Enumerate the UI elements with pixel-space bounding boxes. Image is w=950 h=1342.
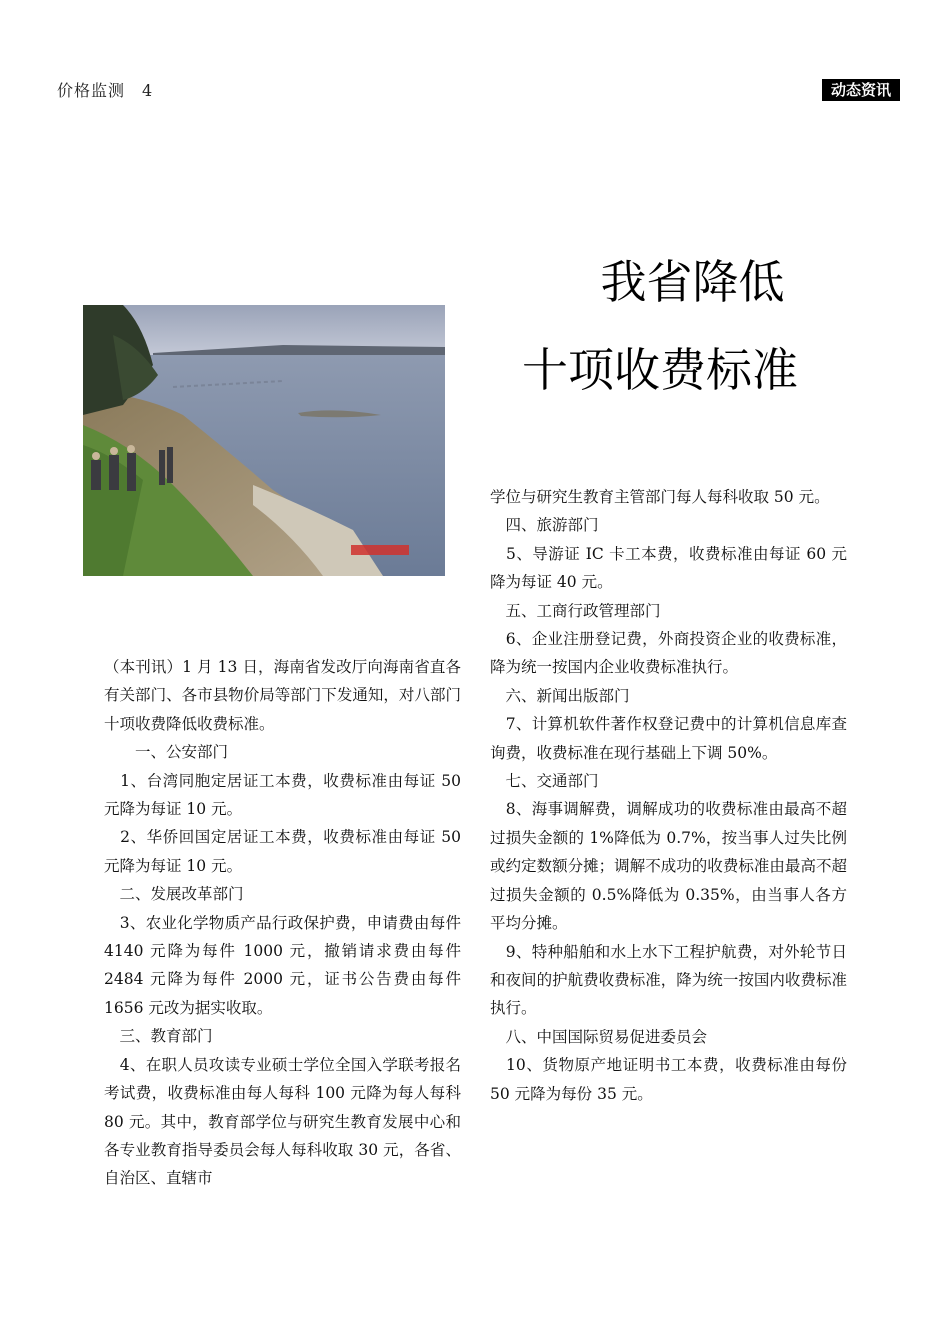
section-heading: 七、交通部门: [490, 772, 599, 791]
paragraph: 7、计算机软件著作权登记费中的计算机信息库查询费，收费标准在现行基础上下调 50%。: [490, 715, 847, 762]
section-heading: 八、中国国际贸易促进委员会: [490, 1027, 708, 1046]
paragraph: 5、导游证 IC 卡工本费，收费标准由每证 60 元降为每证 40 元。: [490, 544, 847, 592]
section-badge: 动态资讯: [822, 79, 900, 101]
section-heading: 五、工商行政管理部门: [490, 601, 661, 620]
article-title: [500, 238, 830, 414]
paragraph: 2、华侨回国定居证工本费，收费标准由每证 50 元降为每证 10 元。: [104, 828, 461, 875]
paragraph: 4、在职人员攻读专业硕士学位全国入学联考报名考试费，收费标准由每人每科 100 元降为每人每科 80 元。其中，教育部学位与研究生教育发展中心和各专业教育指导委员会每人每科收取 30 元，各省、自治区、直辖市: [104, 1055, 461, 1188]
title-line-1: 我省降低: [600, 255, 785, 309]
paragraph: 8、海事调解费，调解成功的收费标准由最高不超过损失金额的 1%降低为 0.7%，按当事人过失比例或约定数额分摊；调解不成功的收费标准由最高不超过损失金额的 0.5%降低为 0.35%，由当事人各方平均分摊。: [490, 800, 847, 933]
paragraph: （本刊讯）1 月 13 日，海南省发改厅向海南省直各有关部门、各市县物价局等部门下发通知，对八部门十项收费降低收费标准。: [104, 658, 461, 733]
paragraph: 9、特种船舶和水上水下工程护航费，对外轮节日和夜间的护航费收费标准，降为统一按国内收费标准执行。: [490, 942, 847, 1018]
section-heading: 一、公安部门: [104, 743, 229, 762]
section-heading: 六、新闻出版部门: [490, 686, 630, 705]
title-line-2: 十项收费标准: [522, 343, 798, 397]
page-header-section: 价格监测 4: [57, 81, 154, 100]
paragraph: 10、货物原产地证明书工本费，收费标准由每份 50 元降为每份 35 元。: [490, 1056, 847, 1103]
paragraph: 学位与研究生教育主管部门每人每科收取 50 元。: [490, 488, 830, 506]
paragraph: 1、台湾同胞定居证工本费，收费标准由每证 50 元降为每证 10 元。: [104, 771, 461, 819]
article-body-left: [104, 653, 461, 1193]
article-body-right: [490, 483, 847, 1108]
section-heading: 四、旅游部门: [490, 516, 599, 535]
section-heading: 二、发展改革部门: [104, 885, 244, 904]
coastal-photo: [83, 305, 445, 576]
section-heading: 三、教育部门: [104, 1027, 213, 1046]
paragraph: 6、企业注册登记费，外商投资企业的收费标准，降为统一按国内企业收费标准执行。: [490, 630, 847, 677]
paragraph: 3、农业化学物质产品行政保护费，申请费由每件 4140 元降为每件 1000 元，撤销请求费由每件 2484 元降为每件 2000 元，证书公告费由每件 1656 元改为据实收取。: [104, 913, 461, 1017]
